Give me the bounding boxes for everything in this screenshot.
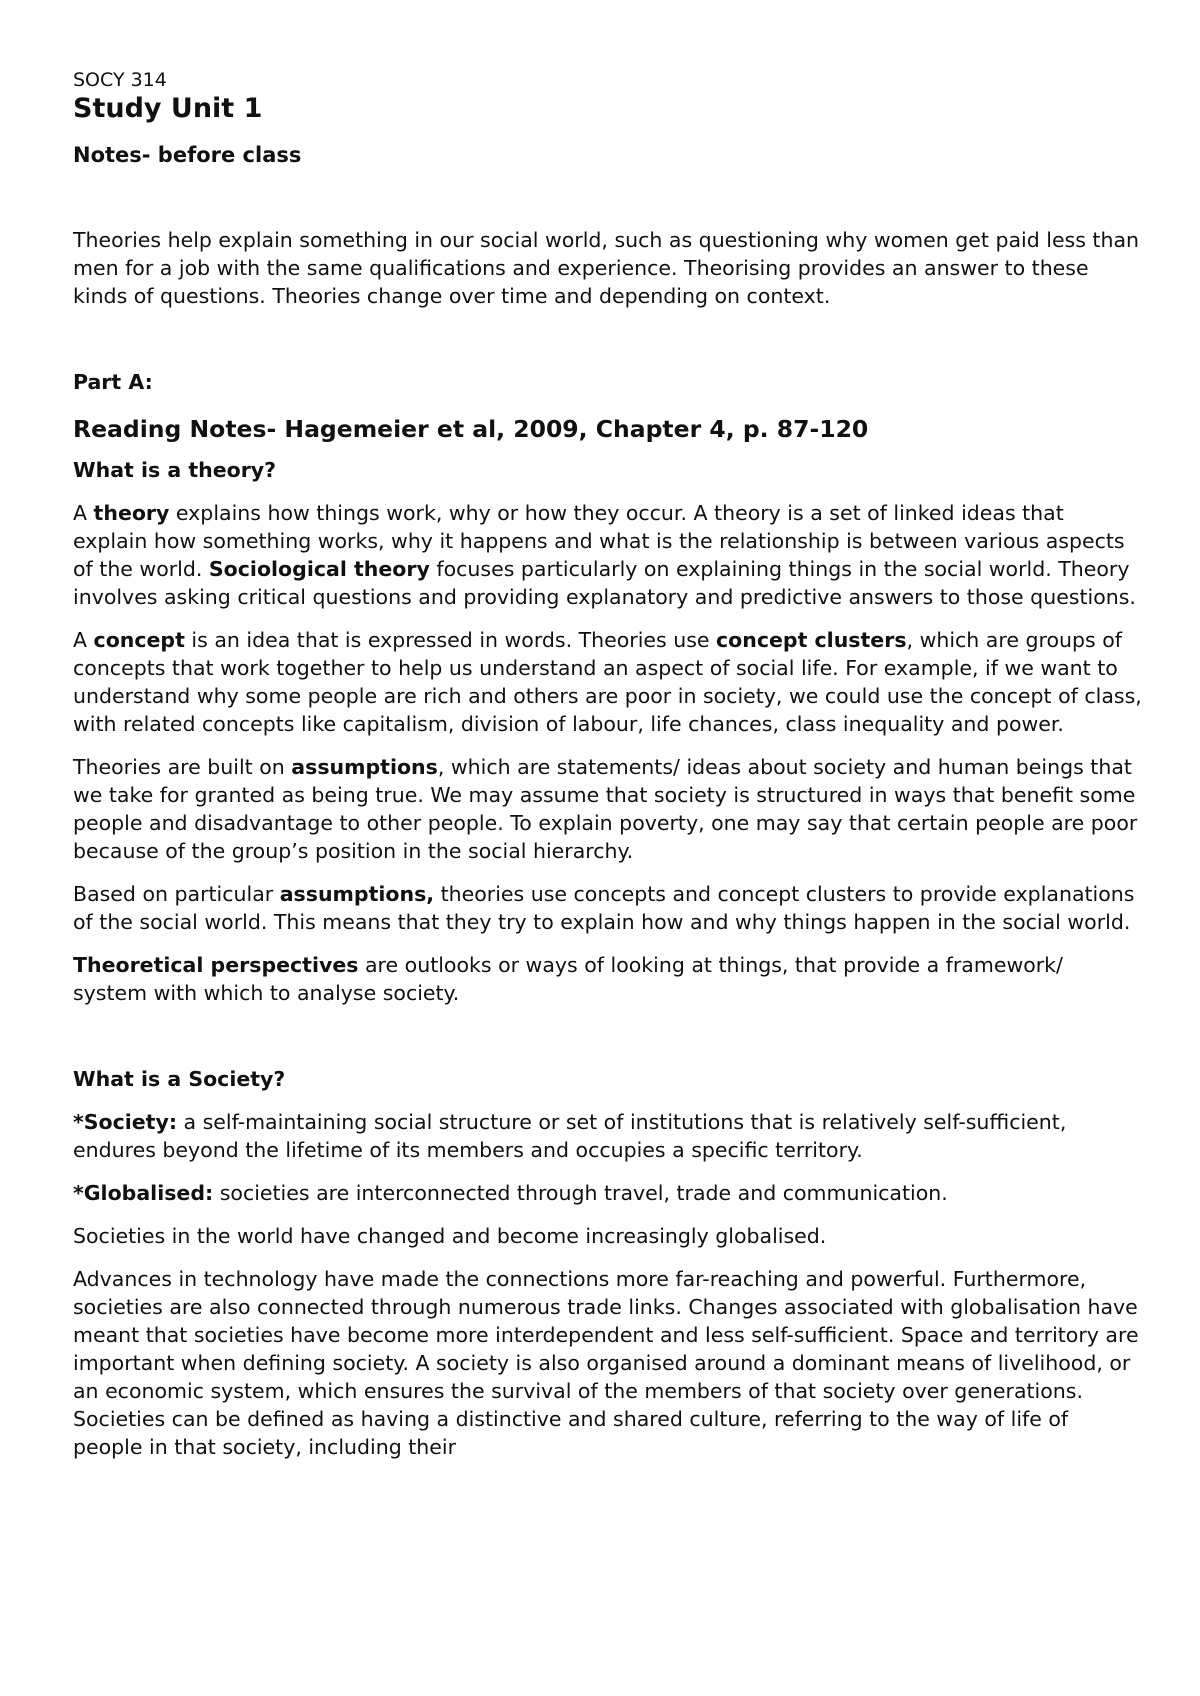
unit-title: Study Unit 1 — [73, 93, 263, 124]
text-run: are outlooks or ways of looking at things, that provide a framework/ system with which to analyse society. — [73, 953, 1063, 1005]
text-run: , which are groups of concepts that work together to help us understand an aspect of social life. For example, if we want to understand why some people are rich and others are poor in society, we could use the concept of class, with related concepts like capitalism, division of labour, life chances, class inequality and power. — [73, 628, 1142, 736]
text-run: is an idea that is expressed in words. Theories use — [184, 628, 717, 652]
definition-society — [73, 1108, 1143, 1164]
term-globalised: *Globalised: — [73, 1181, 214, 1205]
term-theoretical-perspectives: Theoretical perspectives — [73, 953, 359, 977]
globalised-paragraph: Societies in the world have changed and become increasingly globalised. — [73, 1224, 827, 1248]
text-run: , which are statements/ ideas about society and human beings that we take for granted as being true. We may assume that society is structured in ways that benefit some people and disadvantage to other people. To explain poverty, one may say that certain people are poor because of the group’s position in the social hierarchy. — [73, 755, 1138, 863]
text-run: Based on particular — [73, 882, 280, 906]
course-code: SOCY 314 — [73, 69, 167, 91]
society-heading: What is a Society? — [73, 1067, 286, 1091]
text-run: Theories are built on — [73, 755, 292, 779]
text-run: explains how things work, why or how they occur. A theory is a set of linked ideas that explain how something works, why it happens and what is the relationship is between various aspects of the world. — [73, 501, 1125, 581]
text-run: theories use concepts and concept clusters to provide explanations of the social world. This means that they try to explain how and why things happen in the social world. — [73, 882, 1135, 934]
term-concept-clusters: concept clusters — [716, 628, 907, 652]
term-society: *Society: — [73, 1110, 178, 1134]
document-page — [73, 68, 1143, 1476]
theory-paragraph — [73, 499, 1143, 611]
technology-paragraph: Advances in technology have made the connections more far-reaching and powerful. Furthermore, societies are also connected through numerous trade links. Changes associated with globalisation have meant that societies have become more interdependent and less self-sufficient. Space and territory are important when defining society. A society is also organised around a dominant means of livelihood, or an economic system, which ensures the survival of the members of that society over generations. Societies can be defined as having a distinctive and shared culture, referring to the way of life of people in that society, including their — [73, 1267, 1139, 1459]
intro-paragraph: Theories help explain something in our social world, such as questioning why women get paid less than men for a job with the same qualifications and experience. Theorising provides an answer to these kinds of questions. Theories change over time and depending on context. — [73, 228, 1140, 308]
text-run: focuses particularly on explaining things in the social world. Theory involves asking critical questions and providing explanatory and predictive answers to those questions. — [73, 557, 1136, 609]
concept-paragraph — [73, 626, 1143, 738]
term-assumptions: assumptions — [291, 755, 438, 779]
theory-heading: What is a theory? — [73, 458, 277, 482]
based-on-assumptions-paragraph — [73, 880, 1143, 936]
assumptions-paragraph — [73, 753, 1143, 865]
theoretical-perspectives-paragraph — [73, 951, 1143, 1007]
text-run: A — [73, 501, 94, 525]
term-assumptions: assumptions, — [279, 882, 435, 906]
term-sociological-theory: Sociological theory — [208, 557, 430, 581]
text-run: societies are interconnected through travel, trade and communication. — [213, 1181, 948, 1205]
term-concept: concept — [93, 628, 185, 652]
term-theory: theory — [93, 501, 170, 525]
notes-heading: Notes- before class — [73, 143, 302, 167]
reading-notes-heading: Reading Notes- Hagemeier et al, 2009, Chapter 4, p. 87-120 — [73, 415, 869, 443]
part-a-label: Part A: — [73, 370, 153, 394]
definition-globalised — [73, 1179, 1143, 1207]
text-run: A — [73, 628, 94, 652]
text-run: a self-maintaining social structure or set of institutions that is relatively self-sufficient, endures beyond the lifetime of its members and occupies a specific territory. — [73, 1110, 1067, 1162]
